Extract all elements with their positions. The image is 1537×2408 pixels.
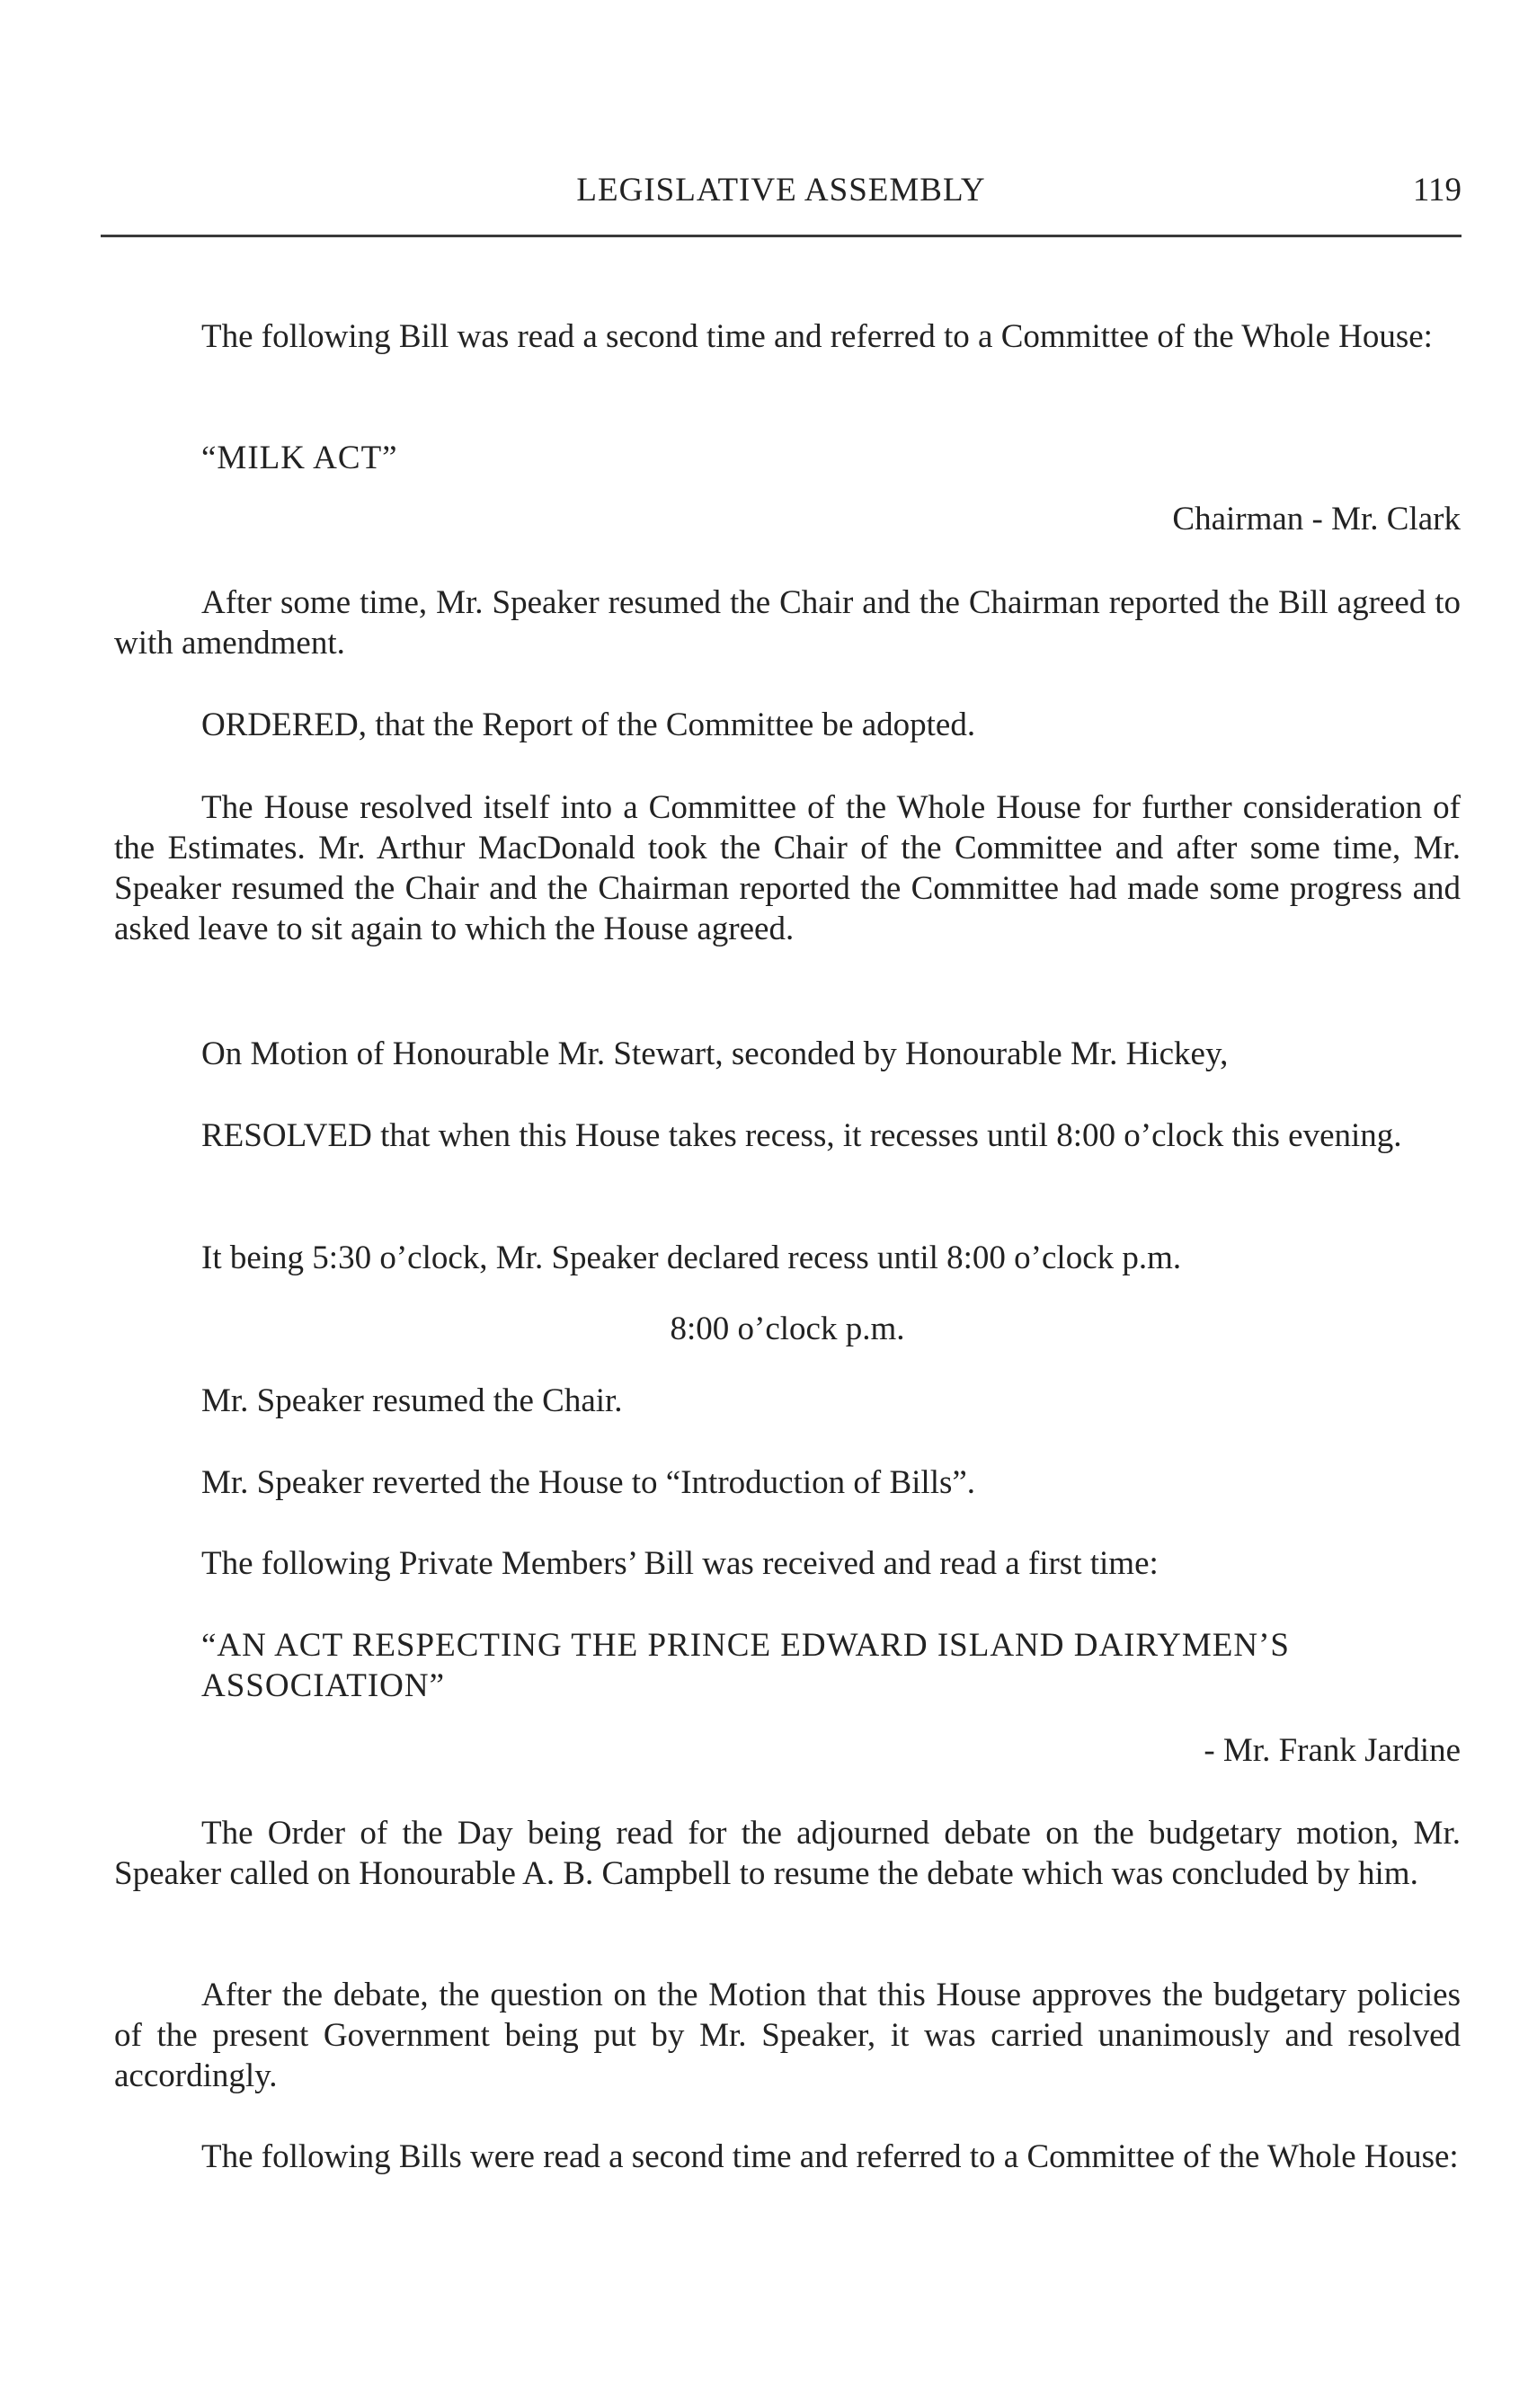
paragraph-speaker-resumed-chair: Mr. Speaker resumed the Chair. bbox=[201, 1382, 623, 1419]
paragraph-resolved: RESOLVED that when this House takes recess, it recesses until 8:00 o’clock this evening. bbox=[201, 1117, 1402, 1154]
bill-title-dairymen: “AN ACT RESPECTING THE PRINCE EDWARD ISLAND DAIRYMEN’S ASSOCIATION” bbox=[201, 1627, 1290, 1704]
running-title: LEGISLATIVE ASSEMBLY bbox=[576, 172, 986, 209]
bill-sponsor: - Mr. Frank Jardine bbox=[1204, 1732, 1461, 1769]
bill-title-milk-act: “MILK ACT” bbox=[201, 440, 398, 476]
paragraph-budget-vote: After the debate, the question on the Motion that this House approves the budgetary policies of the present Government being put by Mr. Speaker, it was carried unanimously and resolved accordingly. bbox=[114, 1977, 1461, 2094]
paragraph-bills-second-reading: The following Bills were read a second time and referred to a Committee of the Whole House: bbox=[201, 2138, 1459, 2175]
paragraph-speaker-resumed: After some time, Mr. Speaker resumed the Chair and the Chairman reported the Bill agreed to with amendment. bbox=[114, 584, 1461, 662]
bill-chairman: Chairman - Mr. Clark bbox=[1172, 501, 1461, 538]
paragraph-introduction-of-bills: Mr. Speaker reverted the House to “Introduction of Bills”. bbox=[201, 1464, 976, 1501]
paragraph-private-members-bill: The following Private Members’ Bill was received and read a first time: bbox=[201, 1545, 1159, 1582]
page-header bbox=[101, 171, 1461, 228]
time-heading: 8:00 o’clock p.m. bbox=[670, 1311, 905, 1347]
paragraph-ordered: ORDERED, that the Report of the Committee be adopted. bbox=[201, 706, 976, 743]
page-number: 119 bbox=[1412, 172, 1461, 209]
paragraph-motion: On Motion of Honourable Mr. Stewart, seconded by Honourable Mr. Hickey, bbox=[201, 1035, 1229, 1072]
header-rule bbox=[101, 235, 1461, 237]
paragraph-budget-debate: The Order of the Day being read for the adjourned debate on the budgetary motion, Mr. Speaker called on Honourable A. B. Campbell to resume the debate which was concluded by him. bbox=[114, 1815, 1461, 1892]
paragraph-recess: It being 5:30 o’clock, Mr. Speaker declared recess until 8:00 o’clock p.m. bbox=[201, 1240, 1182, 1276]
paragraph-committee-estimates: The House resolved itself into a Committee of the Whole House for further consideration of the Estimates. Mr. Arthur MacDonald took the Chair of the Committee and after some time, Mr. Speaker resumed the Chair and the Chairman reported the Committee had made some progress and asked leave to sit again to which the House agreed. bbox=[114, 789, 1461, 947]
paragraph-bill-second-reading: The following Bill was read a second time and referred to a Committee of the Whole House: bbox=[201, 318, 1433, 355]
